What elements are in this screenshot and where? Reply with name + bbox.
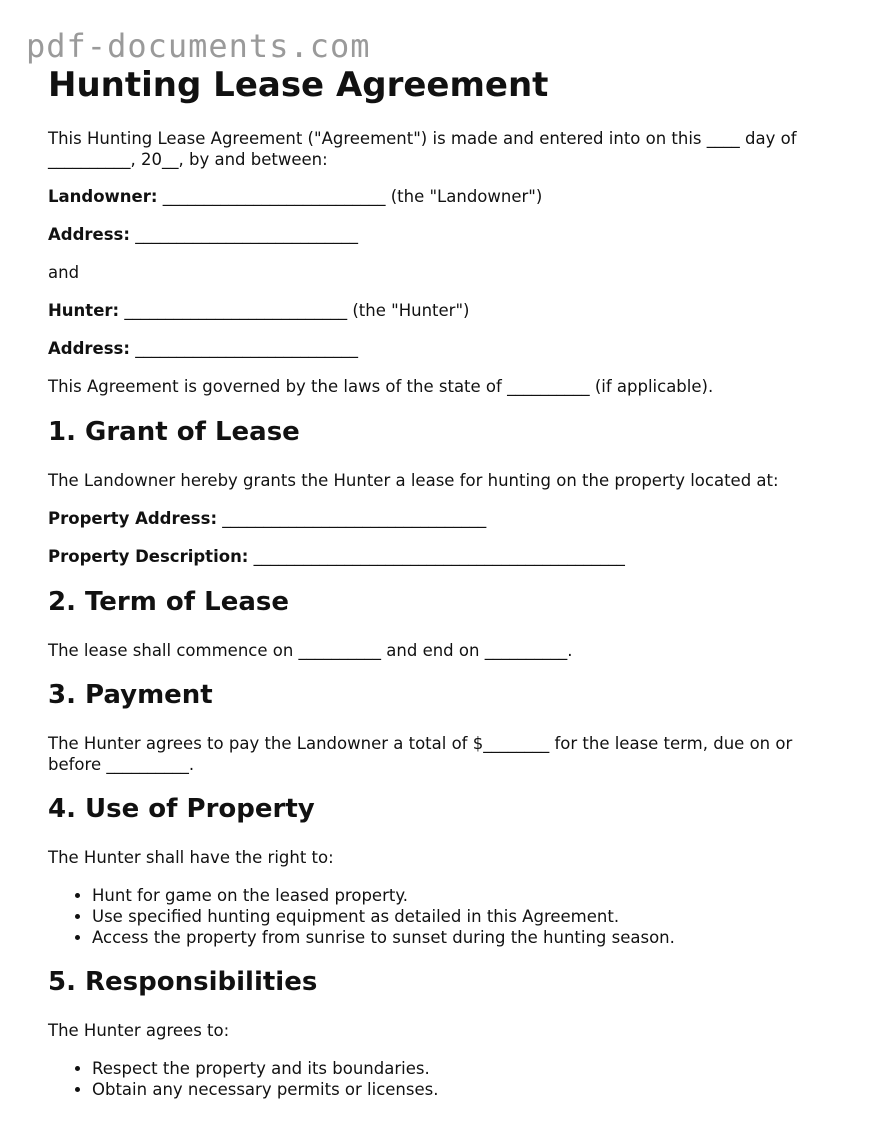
hunter-label: Hunter:	[48, 301, 120, 320]
governing-law-paragraph: This Agreement is governed by the laws of the state of __________ (if applicable).	[48, 377, 714, 396]
list-item: • Use specified hunting equipment as detailed in this Agreement.	[92, 906, 675, 927]
and-text: and	[48, 263, 80, 282]
hunter-address-field: ___________________________	[129, 339, 358, 358]
document-title: Hunting Lease Agreement	[48, 65, 549, 105]
section-3-body: The Hunter agrees to pay the Landowner a total of $________ for the lease term, due on or before __________.	[48, 734, 793, 774]
landowner-line	[48, 186, 542, 207]
list-item: • Respect the property and its boundaries.	[92, 1058, 438, 1079]
section-5-list	[48, 1058, 438, 1100]
section-5-body: The Hunter agrees to:	[48, 1021, 230, 1040]
section-4-list	[48, 885, 675, 948]
section-2-heading: 2. Term of Lease	[48, 587, 289, 617]
section-5-heading: 5. Responsibilities	[48, 967, 318, 997]
section-1-heading: 1. Grant of Lease	[48, 417, 300, 447]
list-item: • Obtain any necessary permits or licenses.	[92, 1079, 438, 1100]
landowner-address-label: Address:	[48, 225, 130, 244]
landowner-label: Landowner:	[48, 187, 158, 206]
landowner-address-line	[48, 224, 358, 245]
section-4-body: The Hunter shall have the right to:	[48, 848, 334, 867]
section-2-body: The lease shall commence on __________ and end on __________.	[48, 641, 573, 660]
property-address-field: ________________________________	[217, 509, 487, 528]
landowner-field: ___________________________ (the "Landowner")	[157, 187, 543, 206]
hunter-field: ___________________________ (the "Hunter")	[119, 301, 470, 320]
watermark: pdf-documents.com	[26, 27, 371, 65]
property-description-label: Property Description:	[48, 547, 249, 566]
intro-paragraph: This Hunting Lease Agreement ("Agreement") is made and entered into on this ____ day of __________, 20__, by and between:	[48, 129, 797, 169]
hunter-address-label: Address:	[48, 339, 130, 358]
hunter-address-line	[48, 338, 358, 359]
property-address-line	[48, 508, 486, 529]
section-1-body: The Landowner hereby grants the Hunter a lease for hunting on the property located at:	[48, 471, 779, 490]
hunter-line	[48, 300, 469, 321]
list-item: • Access the property from sunrise to sunset during the hunting season.	[92, 927, 675, 948]
property-description-line	[48, 546, 625, 567]
list-item: • Hunt for game on the leased property.	[92, 885, 675, 906]
section-4-heading: 4. Use of Property	[48, 794, 315, 824]
landowner-address-field: ___________________________	[129, 225, 358, 244]
property-description-field: _____________________________________________	[248, 547, 625, 566]
property-address-label: Property Address:	[48, 509, 218, 528]
section-3-heading: 3. Payment	[48, 680, 213, 710]
